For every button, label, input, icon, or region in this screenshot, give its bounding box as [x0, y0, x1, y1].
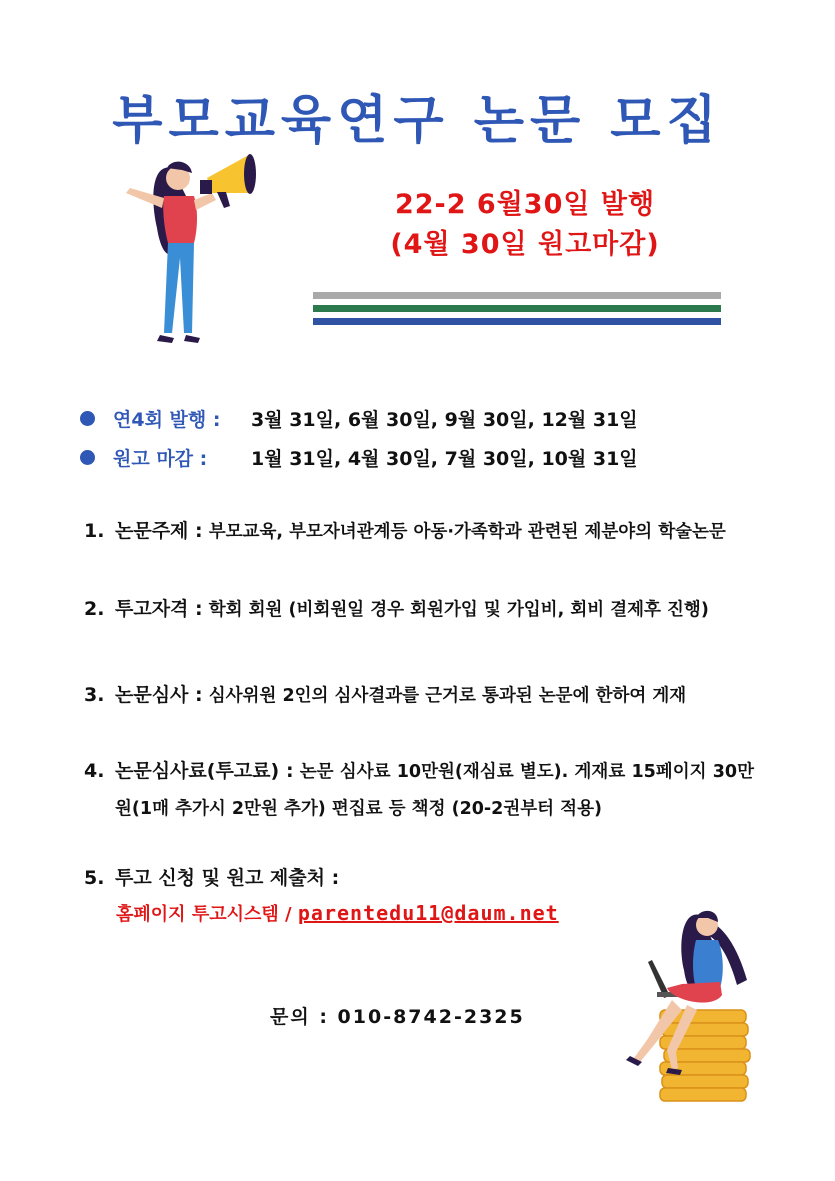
woman-megaphone-illustration — [112, 148, 272, 348]
contact-info: 문의 : 010-8742-2325 — [270, 1006, 525, 1028]
item-label: 투고 신청 및 원고 제출처 : — [115, 867, 340, 889]
item-submission — [84, 860, 754, 898]
submission-email-link[interactable]: parentedu11@daum.net — [297, 901, 559, 925]
item-number: 4. — [84, 760, 105, 782]
item-text: 부모교육, 부모자녀관계등 아동·가족학과 관련된 제분야의 학술논문 — [202, 522, 726, 542]
item-text: 심사위원 2인의 심사결과를 근거로 통과된 논문에 한하여 게재 — [202, 686, 687, 706]
item-review — [84, 677, 754, 715]
item-number: 5. — [84, 867, 105, 889]
item-number: 3. — [84, 684, 105, 706]
schedule-value: 1월 31일, 4월 30일, 7월 30일, 10월 31일 — [251, 448, 638, 470]
submission-target — [116, 900, 559, 926]
item-label: 논문심사 : — [115, 684, 203, 706]
schedule-publication — [80, 405, 638, 432]
item-label: 논문심사료(투고료) : — [115, 760, 294, 782]
item-eligibility — [84, 591, 754, 629]
item-number: 1. — [84, 520, 105, 542]
item-number: 2. — [84, 598, 105, 620]
item-fees — [84, 753, 754, 828]
issue-date: 22-2 6월30일 발행 — [394, 189, 656, 220]
item-label: 논문주제 : — [115, 520, 203, 542]
woman-on-coins-illustration — [612, 900, 757, 1105]
schedule-label: 원고 마감 : — [113, 448, 208, 470]
schedule-value: 3월 31일, 6월 30일, 9월 30일, 12월 31일 — [251, 409, 638, 431]
schedule-deadline — [80, 444, 638, 471]
bullet-icon — [80, 450, 95, 465]
submission-system-link[interactable]: 홈페이지 투고시스템 / — [116, 904, 292, 925]
bullet-icon — [80, 411, 95, 426]
item-text: 논문 심사료 10만원(재심료 별도). 게재료 15페이지 30만원(1매 추가시 2만원 추가) 편집료 등 책정 (20-2권부터 적용) — [115, 762, 754, 819]
page-title: 부모교육연구 논문 모집 — [112, 91, 723, 151]
divider-gray — [313, 292, 721, 299]
divider-blue — [313, 318, 721, 325]
item-label: 투고자격 : — [115, 598, 203, 620]
issue-deadline: (4월 30일 원고마감) — [390, 229, 660, 260]
schedule-label: 연4회 발행 : — [113, 409, 221, 431]
issue-notice — [340, 185, 710, 265]
item-text: 학회 회원 (비회원일 경우 회원가입 및 가입비, 회비 결제후 진행) — [202, 600, 709, 620]
item-topic — [84, 513, 754, 551]
divider-green — [313, 305, 721, 312]
